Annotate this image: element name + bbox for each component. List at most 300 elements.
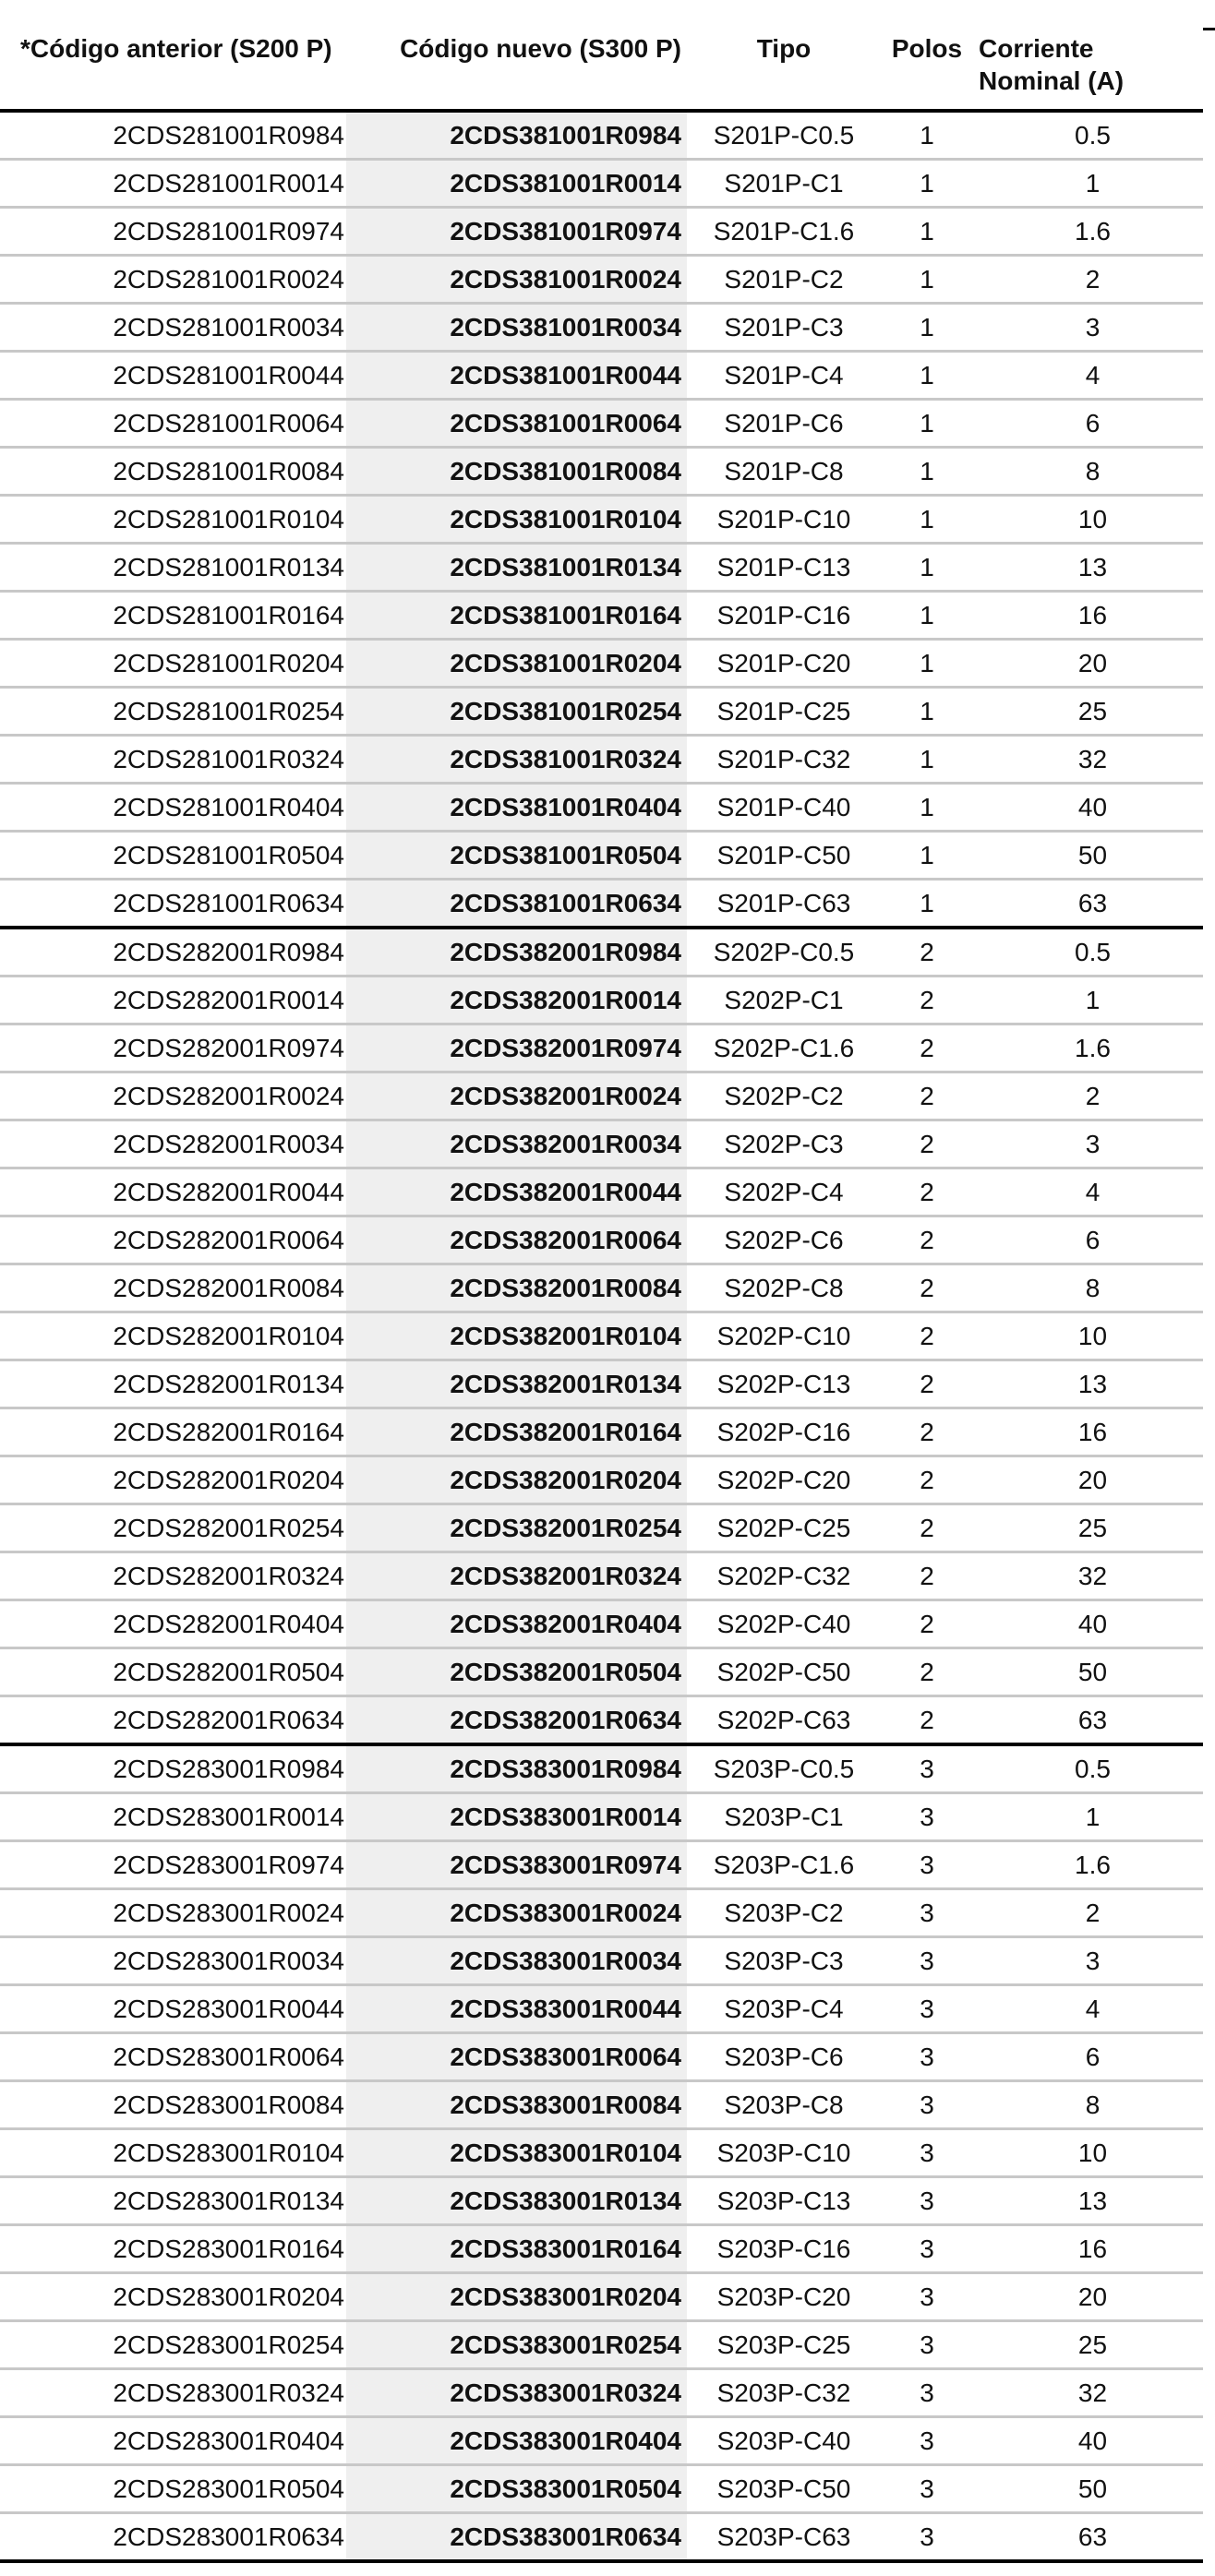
poles-cell: 1	[881, 544, 973, 592]
poles-cell: 1	[881, 352, 973, 400]
new-code-cell: 2CDS383001R0404	[346, 2417, 687, 2465]
header-current-line2: Nominal (A)	[979, 66, 1125, 95]
type-cell: S201P-C25	[687, 688, 881, 736]
poles-cell: 2	[881, 1168, 973, 1216]
new-code-cell: 2CDS381001R0404	[346, 784, 687, 832]
type-cell: S201P-C8	[687, 448, 881, 496]
current-cell: 20	[973, 1456, 1203, 1504]
type-cell: S201P-C4	[687, 352, 881, 400]
poles-cell: 1	[881, 208, 973, 256]
old-code-cell: 2CDS283001R0504	[0, 2465, 346, 2513]
poles-cell: 3	[881, 2369, 973, 2417]
table-row	[0, 736, 1203, 784]
type-cell: S201P-C0.5	[687, 111, 881, 160]
type-cell: S203P-C40	[687, 2417, 881, 2465]
poles-cell: 1	[881, 256, 973, 304]
table-row	[0, 1744, 1203, 1793]
new-code-cell: 2CDS381001R0324	[346, 736, 687, 784]
old-code-cell: 2CDS282001R0504	[0, 1648, 346, 1696]
table-row	[0, 784, 1203, 832]
current-cell: 32	[973, 2369, 1203, 2417]
new-code-cell: 2CDS383001R0254	[346, 2321, 687, 2369]
new-code-cell: 2CDS383001R0014	[346, 1793, 687, 1841]
current-cell: 4	[973, 1985, 1203, 2033]
poles-cell: 1	[881, 496, 973, 544]
current-cell: 10	[973, 2129, 1203, 2177]
new-code-cell: 2CDS382001R0254	[346, 1504, 687, 1552]
new-code-cell: 2CDS381001R0634	[346, 880, 687, 929]
poles-cell: 1	[881, 784, 973, 832]
type-cell: S202P-C8	[687, 1264, 881, 1312]
old-code-cell: 2CDS281001R0064	[0, 400, 346, 448]
table-row	[0, 1216, 1203, 1264]
table-row	[0, 1072, 1203, 1120]
type-cell: S203P-C50	[687, 2465, 881, 2513]
current-cell: 10	[973, 496, 1203, 544]
current-cell: 16	[973, 1408, 1203, 1456]
poles-cell: 1	[881, 880, 973, 929]
new-code-cell: 2CDS381001R0974	[346, 208, 687, 256]
table-row	[0, 352, 1203, 400]
type-cell: S201P-C6	[687, 400, 881, 448]
type-cell: S203P-C1.6	[687, 1841, 881, 1889]
new-code-cell: 2CDS381001R0984	[346, 111, 687, 160]
new-code-cell: 2CDS382001R0404	[346, 1600, 687, 1648]
poles-cell: 3	[881, 2033, 973, 2081]
type-cell: S202P-C1	[687, 976, 881, 1024]
current-cell: 16	[973, 2225, 1203, 2273]
poles-cell: 3	[881, 2177, 973, 2225]
current-cell: 6	[973, 2033, 1203, 2081]
type-cell: S201P-C63	[687, 880, 881, 929]
table-row	[0, 448, 1203, 496]
old-code-cell: 2CDS283001R0404	[0, 2417, 346, 2465]
table-row	[0, 304, 1203, 352]
old-code-cell: 2CDS282001R0134	[0, 1360, 346, 1408]
table-row	[0, 1552, 1203, 1600]
poles-cell: 1	[881, 736, 973, 784]
old-code-cell: 2CDS282001R0164	[0, 1408, 346, 1456]
type-cell: S201P-C16	[687, 592, 881, 640]
header-new-code: Código nuevo (S300 P)	[346, 25, 687, 111]
old-code-cell: 2CDS282001R0024	[0, 1072, 346, 1120]
table-row	[0, 1696, 1203, 1745]
poles-cell: 2	[881, 1360, 973, 1408]
poles-cell: 3	[881, 2465, 973, 2513]
new-code-cell: 2CDS382001R0024	[346, 1072, 687, 1120]
new-code-cell: 2CDS383001R0104	[346, 2129, 687, 2177]
type-cell: S203P-C3	[687, 1937, 881, 1985]
current-cell: 1.6	[973, 1841, 1203, 1889]
table-row	[0, 160, 1203, 208]
table-row	[0, 1168, 1203, 1216]
header-current-line1: Corriente	[979, 34, 1094, 63]
table-header	[0, 25, 1203, 111]
table-row	[0, 2129, 1203, 2177]
type-cell: S203P-C10	[687, 2129, 881, 2177]
current-cell: 3	[973, 304, 1203, 352]
current-cell: 4	[973, 1168, 1203, 1216]
table-row	[0, 976, 1203, 1024]
table-row	[0, 1504, 1203, 1552]
table-row	[0, 880, 1203, 929]
old-code-cell: 2CDS281001R0634	[0, 880, 346, 929]
poles-cell: 3	[881, 2417, 973, 2465]
current-cell: 50	[973, 1648, 1203, 1696]
old-code-cell: 2CDS282001R0404	[0, 1600, 346, 1648]
old-code-cell: 2CDS283001R0134	[0, 2177, 346, 2225]
old-code-cell: 2CDS281001R0014	[0, 160, 346, 208]
poles-cell: 2	[881, 1456, 973, 1504]
current-cell: 40	[973, 2417, 1203, 2465]
current-cell: 1.6	[973, 208, 1203, 256]
new-code-cell: 2CDS383001R0034	[346, 1937, 687, 1985]
new-code-cell: 2CDS382001R0104	[346, 1312, 687, 1360]
new-code-cell: 2CDS381001R0024	[346, 256, 687, 304]
new-code-cell: 2CDS382001R0064	[346, 1216, 687, 1264]
poles-cell: 1	[881, 448, 973, 496]
current-cell: 32	[973, 1552, 1203, 1600]
new-code-cell: 2CDS382001R0014	[346, 976, 687, 1024]
current-cell: 16	[973, 592, 1203, 640]
poles-cell: 1	[881, 592, 973, 640]
current-cell: 63	[973, 1696, 1203, 1745]
poles-cell: 3	[881, 1793, 973, 1841]
current-cell: 20	[973, 2273, 1203, 2321]
table-body	[0, 111, 1203, 2561]
current-cell: 63	[973, 880, 1203, 929]
new-code-cell: 2CDS382001R0084	[346, 1264, 687, 1312]
current-cell: 2	[973, 1889, 1203, 1937]
table-row	[0, 544, 1203, 592]
table-row	[0, 400, 1203, 448]
current-cell: 2	[973, 1072, 1203, 1120]
current-cell: 63	[973, 2513, 1203, 2562]
poles-cell: 2	[881, 1072, 973, 1120]
type-cell: S201P-C50	[687, 832, 881, 880]
table-row	[0, 2513, 1203, 2562]
current-cell: 25	[973, 688, 1203, 736]
old-code-cell: 2CDS281001R0974	[0, 208, 346, 256]
old-code-cell: 2CDS281001R0504	[0, 832, 346, 880]
poles-cell: 3	[881, 2513, 973, 2562]
old-code-cell: 2CDS283001R0254	[0, 2321, 346, 2369]
table-row	[0, 832, 1203, 880]
new-code-cell: 2CDS381001R0014	[346, 160, 687, 208]
poles-cell: 2	[881, 1312, 973, 1360]
type-cell: S203P-C25	[687, 2321, 881, 2369]
current-cell: 0.5	[973, 928, 1203, 976]
table-row	[0, 1600, 1203, 1648]
old-code-cell: 2CDS282001R0064	[0, 1216, 346, 1264]
old-code-cell: 2CDS281001R0034	[0, 304, 346, 352]
old-code-cell: 2CDS282001R0324	[0, 1552, 346, 1600]
type-cell: S202P-C50	[687, 1648, 881, 1696]
table-row	[0, 496, 1203, 544]
current-cell: 13	[973, 1360, 1203, 1408]
current-cell: 20	[973, 640, 1203, 688]
type-cell: S203P-C16	[687, 2225, 881, 2273]
old-code-cell: 2CDS283001R0974	[0, 1841, 346, 1889]
new-code-cell: 2CDS381001R0034	[346, 304, 687, 352]
old-code-cell: 2CDS281001R0164	[0, 592, 346, 640]
new-code-cell: 2CDS382001R0204	[346, 1456, 687, 1504]
poles-cell: 1	[881, 640, 973, 688]
table-row	[0, 1937, 1203, 1985]
type-cell: S202P-C13	[687, 1360, 881, 1408]
poles-cell: 1	[881, 304, 973, 352]
table-row	[0, 2177, 1203, 2225]
old-code-cell: 2CDS282001R0084	[0, 1264, 346, 1312]
type-cell: S201P-C32	[687, 736, 881, 784]
new-code-cell: 2CDS381001R0204	[346, 640, 687, 688]
poles-cell: 3	[881, 1985, 973, 2033]
old-code-cell: 2CDS282001R0104	[0, 1312, 346, 1360]
poles-cell: 3	[881, 1889, 973, 1937]
new-code-cell: 2CDS382001R0984	[346, 928, 687, 976]
type-cell: S201P-C10	[687, 496, 881, 544]
header-type: Tipo	[687, 25, 881, 111]
table-row	[0, 2321, 1203, 2369]
poles-cell: 2	[881, 1408, 973, 1456]
old-code-cell: 2CDS283001R0634	[0, 2513, 346, 2562]
old-code-cell: 2CDS283001R0064	[0, 2033, 346, 2081]
type-cell: S202P-C63	[687, 1696, 881, 1745]
poles-cell: 1	[881, 160, 973, 208]
table-row	[0, 640, 1203, 688]
type-cell: S202P-C1.6	[687, 1024, 881, 1072]
header-old-code: *Código anterior (S200 P)	[0, 25, 346, 111]
old-code-cell: 2CDS282001R0974	[0, 1024, 346, 1072]
current-cell: 3	[973, 1120, 1203, 1168]
old-code-cell: 2CDS281001R0204	[0, 640, 346, 688]
table-row	[0, 2369, 1203, 2417]
type-cell: S202P-C25	[687, 1504, 881, 1552]
old-code-cell: 2CDS281001R0084	[0, 448, 346, 496]
old-code-cell: 2CDS281001R0404	[0, 784, 346, 832]
old-code-cell: 2CDS281001R0044	[0, 352, 346, 400]
type-cell: S202P-C16	[687, 1408, 881, 1456]
old-code-cell: 2CDS283001R0104	[0, 2129, 346, 2177]
table-row	[0, 1793, 1203, 1841]
current-cell: 25	[973, 2321, 1203, 2369]
old-code-cell: 2CDS283001R0324	[0, 2369, 346, 2417]
old-code-cell: 2CDS281001R0104	[0, 496, 346, 544]
table-row	[0, 1120, 1203, 1168]
table-row	[0, 1360, 1203, 1408]
new-code-cell: 2CDS382001R0164	[346, 1408, 687, 1456]
poles-cell: 2	[881, 1264, 973, 1312]
new-code-cell: 2CDS381001R0164	[346, 592, 687, 640]
type-cell: S203P-C6	[687, 2033, 881, 2081]
old-code-cell: 2CDS282001R0034	[0, 1120, 346, 1168]
poles-cell: 2	[881, 1120, 973, 1168]
type-cell: S203P-C13	[687, 2177, 881, 2225]
type-cell: S202P-C32	[687, 1552, 881, 1600]
poles-cell: 2	[881, 1696, 973, 1745]
old-code-cell: 2CDS283001R0024	[0, 1889, 346, 1937]
table-row	[0, 1985, 1203, 2033]
new-code-cell: 2CDS382001R0634	[346, 1696, 687, 1745]
new-code-cell: 2CDS383001R0164	[346, 2225, 687, 2273]
poles-cell: 3	[881, 2129, 973, 2177]
poles-cell: 3	[881, 2225, 973, 2273]
type-cell: S203P-C4	[687, 1985, 881, 2033]
poles-cell: 3	[881, 1937, 973, 1985]
new-code-cell: 2CDS382001R0504	[346, 1648, 687, 1696]
table-row	[0, 256, 1203, 304]
new-code-cell: 2CDS382001R0034	[346, 1120, 687, 1168]
poles-cell: 2	[881, 1504, 973, 1552]
poles-cell: 1	[881, 111, 973, 160]
type-cell: S203P-C2	[687, 1889, 881, 1937]
current-cell: 2	[973, 256, 1203, 304]
type-cell: S203P-C8	[687, 2081, 881, 2129]
current-cell: 3	[973, 1937, 1203, 1985]
type-cell: S201P-C3	[687, 304, 881, 352]
type-cell: S202P-C10	[687, 1312, 881, 1360]
current-cell: 50	[973, 2465, 1203, 2513]
table-row	[0, 2465, 1203, 2513]
type-cell: S201P-C1.6	[687, 208, 881, 256]
type-cell: S202P-C3	[687, 1120, 881, 1168]
old-code-cell: 2CDS283001R0984	[0, 1744, 346, 1793]
table-row	[0, 1889, 1203, 1937]
poles-cell: 3	[881, 1841, 973, 1889]
new-code-cell: 2CDS382001R0044	[346, 1168, 687, 1216]
current-cell: 0.5	[973, 1744, 1203, 1793]
old-code-cell: 2CDS282001R0254	[0, 1504, 346, 1552]
type-cell: S202P-C4	[687, 1168, 881, 1216]
new-code-cell: 2CDS381001R0064	[346, 400, 687, 448]
new-code-cell: 2CDS381001R0044	[346, 352, 687, 400]
poles-cell: 1	[881, 688, 973, 736]
poles-cell: 3	[881, 2273, 973, 2321]
table-row	[0, 1312, 1203, 1360]
table-row	[0, 208, 1203, 256]
poles-cell: 2	[881, 1648, 973, 1696]
type-cell: S202P-C20	[687, 1456, 881, 1504]
new-code-cell: 2CDS382001R0974	[346, 1024, 687, 1072]
current-cell: 40	[973, 784, 1203, 832]
current-cell: 1	[973, 160, 1203, 208]
poles-cell: 1	[881, 400, 973, 448]
current-cell: 25	[973, 1504, 1203, 1552]
old-code-cell: 2CDS282001R0044	[0, 1168, 346, 1216]
new-code-cell: 2CDS381001R0104	[346, 496, 687, 544]
type-cell: S201P-C2	[687, 256, 881, 304]
old-code-cell: 2CDS283001R0204	[0, 2273, 346, 2321]
table-row	[0, 1408, 1203, 1456]
table-row	[0, 688, 1203, 736]
table-row	[0, 592, 1203, 640]
new-code-cell: 2CDS383001R0504	[346, 2465, 687, 2513]
old-code-cell: 2CDS281001R0324	[0, 736, 346, 784]
type-cell: S202P-C6	[687, 1216, 881, 1264]
current-cell: 13	[973, 544, 1203, 592]
current-cell: 1	[973, 976, 1203, 1024]
current-cell: 13	[973, 2177, 1203, 2225]
type-cell: S201P-C20	[687, 640, 881, 688]
current-cell: 40	[973, 1600, 1203, 1648]
new-code-cell: 2CDS382001R0324	[346, 1552, 687, 1600]
new-code-cell: 2CDS383001R0044	[346, 1985, 687, 2033]
poles-cell: 2	[881, 1024, 973, 1072]
table-row	[0, 2417, 1203, 2465]
type-cell: S201P-C40	[687, 784, 881, 832]
poles-cell: 2	[881, 976, 973, 1024]
table-row	[0, 1024, 1203, 1072]
new-code-cell: 2CDS383001R0984	[346, 1744, 687, 1793]
current-cell: 4	[973, 352, 1203, 400]
new-code-cell: 2CDS383001R0084	[346, 2081, 687, 2129]
old-code-cell: 2CDS282001R0634	[0, 1696, 346, 1745]
new-code-cell: 2CDS381001R0254	[346, 688, 687, 736]
new-code-cell: 2CDS381001R0084	[346, 448, 687, 496]
current-cell: 8	[973, 448, 1203, 496]
current-cell: 8	[973, 2081, 1203, 2129]
poles-cell: 2	[881, 1216, 973, 1264]
new-code-cell: 2CDS383001R0974	[346, 1841, 687, 1889]
current-cell: 32	[973, 736, 1203, 784]
type-cell: S203P-C63	[687, 2513, 881, 2562]
old-code-cell: 2CDS281001R0134	[0, 544, 346, 592]
type-cell: S202P-C0.5	[687, 928, 881, 976]
poles-cell: 3	[881, 2081, 973, 2129]
poles-cell: 1	[881, 832, 973, 880]
table-row	[0, 2033, 1203, 2081]
old-code-cell: 2CDS281001R0254	[0, 688, 346, 736]
poles-cell: 3	[881, 1744, 973, 1793]
header-current	[973, 25, 1203, 111]
new-code-cell: 2CDS382001R0134	[346, 1360, 687, 1408]
current-cell: 1	[973, 1793, 1203, 1841]
old-code-cell: 2CDS283001R0084	[0, 2081, 346, 2129]
new-code-cell: 2CDS381001R0504	[346, 832, 687, 880]
table-row	[0, 111, 1203, 160]
type-cell: S201P-C13	[687, 544, 881, 592]
new-code-cell: 2CDS383001R0064	[346, 2033, 687, 2081]
old-code-cell: 2CDS283001R0014	[0, 1793, 346, 1841]
poles-cell: 2	[881, 1600, 973, 1648]
new-code-cell: 2CDS381001R0134	[346, 544, 687, 592]
type-cell: S202P-C40	[687, 1600, 881, 1648]
table-row	[0, 1648, 1203, 1696]
table-row	[0, 1456, 1203, 1504]
type-cell: S202P-C2	[687, 1072, 881, 1120]
table-row	[0, 2225, 1203, 2273]
new-code-cell: 2CDS383001R0204	[346, 2273, 687, 2321]
old-code-cell: 2CDS282001R0014	[0, 976, 346, 1024]
type-cell: S201P-C1	[687, 160, 881, 208]
current-cell: 8	[973, 1264, 1203, 1312]
old-code-cell: 2CDS282001R0204	[0, 1456, 346, 1504]
type-cell: S203P-C0.5	[687, 1744, 881, 1793]
new-code-cell: 2CDS383001R0134	[346, 2177, 687, 2225]
poles-cell: 3	[881, 2321, 973, 2369]
type-cell: S203P-C1	[687, 1793, 881, 1841]
poles-cell: 2	[881, 1552, 973, 1600]
old-code-cell: 2CDS281001R0984	[0, 111, 346, 160]
current-cell: 1.6	[973, 1024, 1203, 1072]
table-row	[0, 2081, 1203, 2129]
header-poles: Polos	[881, 25, 973, 111]
old-code-cell: 2CDS283001R0164	[0, 2225, 346, 2273]
type-cell: S203P-C20	[687, 2273, 881, 2321]
old-code-cell: 2CDS281001R0024	[0, 256, 346, 304]
current-cell: 0.5	[973, 111, 1203, 160]
current-cell: 10	[973, 1312, 1203, 1360]
